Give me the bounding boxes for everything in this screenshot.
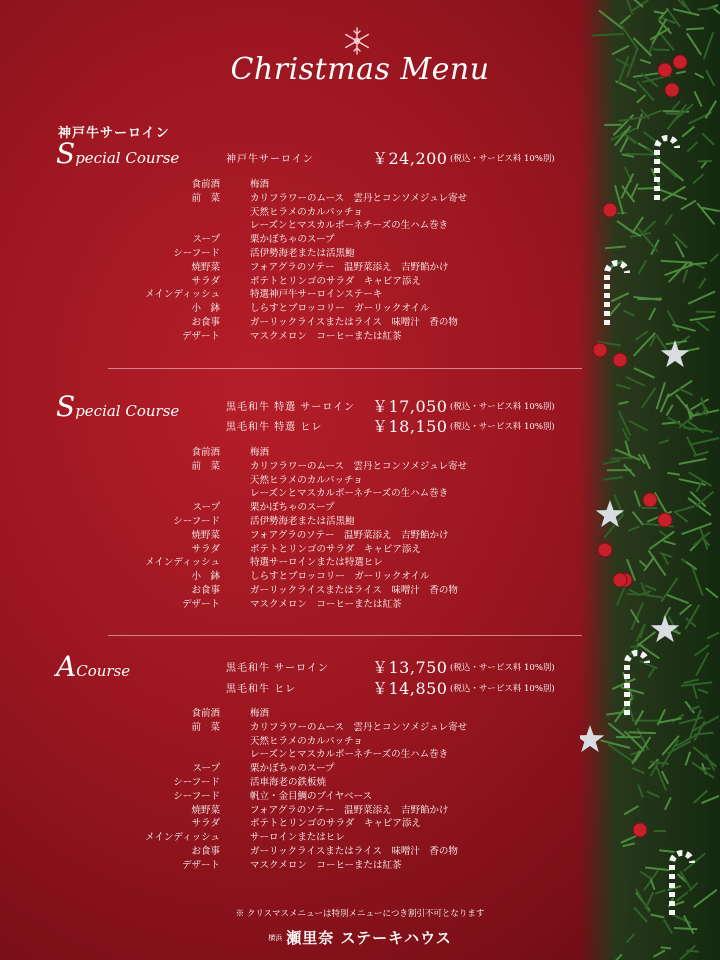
- price-label: 黒毛和牛 特選 サーロイン: [226, 402, 356, 413]
- dish-category: デザート: [181, 330, 220, 342]
- price-label: 黒毛和牛 サーロイン: [226, 663, 329, 674]
- dish-row: [0, 776, 600, 790]
- price-price: ￥14,850: [372, 679, 448, 698]
- footnote: ※ クリスマスメニューは特別メニューにつき割引不可となります: [235, 909, 485, 919]
- dish-row: [0, 316, 600, 330]
- price-row: [226, 416, 586, 436]
- dish-item: フォアグラのソテー 温野菜添え 吉野餡かけ: [250, 529, 449, 541]
- dish-item: カリフラワーのムース 雲丹とコンソメジュレ寄せ: [250, 192, 468, 204]
- dish-item: カリフラワーのムース 雲丹とコンソメジュレ寄せ: [250, 721, 468, 733]
- pine-needle: [686, 28, 704, 29]
- price-note: (税込・サービス料 10%別): [450, 154, 555, 164]
- price-price: ￥13,750: [372, 658, 448, 677]
- course-name-rest: pecial Course: [75, 149, 180, 167]
- price-note: (税込・サービス料 10%別): [450, 684, 555, 694]
- dish-row: [0, 845, 600, 859]
- dish-item: 天然ヒラメのカルパッチョ: [250, 206, 363, 218]
- pine-needle: [628, 732, 655, 733]
- dish-category: 小 鉢: [191, 571, 220, 583]
- dish-item: マスクメロン コーヒーまたは紅茶: [250, 859, 402, 871]
- course-name-rest: pecial Course: [75, 402, 180, 420]
- berry: [658, 513, 672, 527]
- dish-category: 前 菜: [191, 460, 220, 472]
- berry: [643, 493, 657, 507]
- dish-category: サラダ: [191, 818, 220, 830]
- dish-row: [0, 474, 600, 488]
- dish-category: 焼野菜: [191, 529, 220, 541]
- course-name-rest: Course: [76, 662, 131, 680]
- dish-row: [0, 460, 600, 474]
- pine-needle: [638, 188, 655, 189]
- dish-row: [0, 735, 600, 749]
- price-price: ￥24,200: [372, 149, 448, 168]
- christmas-garland: [580, 0, 720, 960]
- dish-category: サラダ: [191, 275, 220, 287]
- berry: [613, 353, 627, 367]
- price-note: (税込・サービス料 10%別): [450, 663, 555, 673]
- dish-row: [0, 831, 600, 845]
- dish-item: ポテトとリンゴのサラダ キャビア添え: [250, 543, 421, 555]
- dish-item: ポテトとリンゴのサラダ キャビア添え: [250, 818, 421, 830]
- dish-row: [0, 302, 600, 316]
- course-name: [56, 137, 179, 170]
- dish-row: [0, 804, 600, 818]
- dish-item: レーズンとマスカルポーネチーズの生ハム巻き: [250, 488, 449, 500]
- dish-category: 小 鉢: [191, 303, 220, 315]
- berry: [598, 543, 612, 557]
- dish-category: シーフード: [173, 790, 220, 802]
- dish-category: シーフード: [173, 776, 220, 788]
- dish-row: [0, 817, 600, 831]
- dish-item: ポテトとリンゴのサラダ キャビア添え: [250, 275, 421, 287]
- dish-row: [0, 529, 600, 543]
- dish-category: お食事: [191, 584, 220, 596]
- dish-item: 天然ヒラメのカルパッチョ: [250, 474, 363, 486]
- dish-row: [0, 790, 600, 804]
- dish-row: [0, 584, 600, 598]
- course-subtitle: 神戸牛サーロイン: [58, 126, 170, 141]
- dish-item: ガーリックライスまたはライス 味噌汁 香の物: [250, 584, 458, 596]
- dish-row: [0, 233, 600, 247]
- dish-row: [0, 721, 600, 735]
- price-note: (税込・サービス料 10%別): [450, 402, 555, 412]
- dish-item: マスクメロン コーヒーまたは紅茶: [250, 598, 402, 610]
- berry: [593, 343, 607, 357]
- price-row: [226, 148, 586, 168]
- dish-category: サラダ: [191, 543, 220, 555]
- dish-row: [0, 288, 600, 302]
- dish-item: 栗かぼちゃのスープ: [250, 502, 335, 514]
- course-name-initial: A: [56, 650, 77, 683]
- dish-row: [0, 446, 600, 460]
- dish-category: 焼野菜: [191, 804, 220, 816]
- course-name-initial: S: [56, 390, 76, 423]
- dish-row: [0, 330, 600, 344]
- dish-category: スープ: [192, 763, 220, 775]
- dish-row: [0, 275, 600, 289]
- dish-row: [0, 748, 600, 762]
- dish-category: メインディッシュ: [145, 557, 220, 569]
- dish-item: 栗かぼちゃのスープ: [250, 234, 335, 246]
- dish-item: 帆立・金目鯛のブイヤベース: [250, 790, 373, 802]
- price-price: ￥18,150: [372, 417, 448, 436]
- dish-category: シーフード: [173, 515, 220, 527]
- price-row: [226, 657, 586, 677]
- course-name-initial: S: [56, 137, 76, 170]
- dish-row: [0, 762, 600, 776]
- logo-name: 瀬里奈 ステーキハウス: [286, 929, 452, 947]
- course-name: [56, 390, 179, 423]
- dish-item: 天然ヒラメのカルパッチョ: [250, 735, 363, 747]
- dish-item: しらすとブロッコリー ガーリックオイル: [250, 303, 430, 315]
- section-divider: [108, 368, 582, 369]
- dish-category: デザート: [181, 598, 220, 610]
- dish-category: 食前酒: [191, 708, 220, 719]
- pine-needle: [610, 458, 634, 459]
- price-row: [226, 396, 586, 416]
- dish-item: カリフラワーのムース 雲丹とコンソメジュレ寄せ: [250, 460, 468, 472]
- dish-category: 焼野菜: [191, 261, 220, 273]
- dish-row: [0, 501, 600, 515]
- dish-row: [0, 859, 600, 873]
- dish-item: しらすとブロッコリー ガーリックオイル: [250, 571, 430, 583]
- dish-category: 前 菜: [191, 721, 220, 733]
- dish-item: 特選サーロインまたは特選ヒレ: [250, 557, 383, 569]
- dish-item: 活車海老の鉄板焼: [250, 776, 327, 788]
- dish-row: [0, 487, 600, 501]
- dish-category: スープ: [192, 502, 220, 514]
- dish-category: お食事: [191, 316, 220, 328]
- price-row: [226, 678, 586, 698]
- dish-item: レーズンとマスカルポーネチーズの生ハム巻き: [250, 749, 449, 761]
- dish-item: サーロインまたはヒレ: [250, 832, 345, 844]
- dish-row: [0, 543, 600, 557]
- dish-row: [0, 556, 600, 570]
- berry: [613, 573, 627, 587]
- dish-item: 活伊勢海老または活黒鮑: [250, 515, 355, 527]
- dish-list: [0, 446, 600, 612]
- dish-item: フォアグラのソテー 温野菜添え 吉野餡かけ: [250, 804, 449, 816]
- price-note: (税込・サービス料 10%別): [450, 422, 555, 432]
- dish-row: [0, 707, 600, 721]
- berry: [633, 823, 647, 837]
- dish-category: スープ: [192, 234, 220, 246]
- logo-location: 横浜: [268, 933, 283, 942]
- dish-item: レーズンとマスカルポーネチーズの生ハム巻き: [250, 220, 449, 232]
- pine-needle: [641, 508, 657, 509]
- dish-category: 食前酒: [191, 179, 220, 190]
- dish-row: [0, 570, 600, 584]
- dish-item: 特選神戸牛サーロインステーキ: [250, 289, 383, 301]
- dish-list: [0, 707, 600, 873]
- dish-item: ガーリックライスまたはライス 味噌汁 香の物: [250, 316, 458, 328]
- dish-category: シーフード: [173, 247, 220, 259]
- dish-category: 前 菜: [191, 192, 220, 204]
- dish-item: 梅酒: [250, 447, 270, 458]
- dish-item: マスクメロン コーヒーまたは紅茶: [250, 330, 402, 342]
- course-name: [56, 650, 130, 683]
- dish-row: [0, 598, 600, 612]
- dish-item: 梅酒: [250, 708, 270, 719]
- dish-row: [0, 206, 600, 220]
- section-divider: [108, 635, 582, 636]
- dish-category: メインディッシュ: [145, 832, 220, 844]
- price-label: 神戸牛サーロイン: [226, 154, 314, 165]
- dish-item: 梅酒: [250, 179, 270, 190]
- dish-row: [0, 261, 600, 275]
- berry: [603, 203, 617, 217]
- dish-row: [0, 178, 600, 192]
- dish-category: お食事: [191, 845, 220, 857]
- dish-category: メインディッシュ: [145, 289, 220, 301]
- dish-item: フォアグラのソテー 温野菜添え 吉野餡かけ: [250, 261, 449, 273]
- dish-row: [0, 515, 600, 529]
- dish-item: ガーリックライスまたはライス 味噌汁 香の物: [250, 845, 458, 857]
- dish-category: 食前酒: [191, 447, 220, 458]
- dish-category: デザート: [181, 859, 220, 871]
- dish-item: 活伊勢海老または活黒鮑: [250, 247, 355, 259]
- dish-list: [0, 178, 600, 344]
- price-price: ￥17,050: [372, 397, 448, 416]
- dish-item: 栗かぼちゃのスープ: [250, 763, 335, 775]
- dish-row: [0, 247, 600, 261]
- restaurant-logo: [0, 927, 720, 948]
- dish-row: [0, 219, 600, 233]
- dish-row: [0, 192, 600, 206]
- pine-needle: [625, 154, 657, 155]
- page-title: Christmas Menu: [230, 52, 490, 87]
- price-label: 黒毛和牛 特選 ヒレ: [226, 422, 323, 433]
- price-label: 黒毛和牛 ヒレ: [226, 684, 297, 695]
